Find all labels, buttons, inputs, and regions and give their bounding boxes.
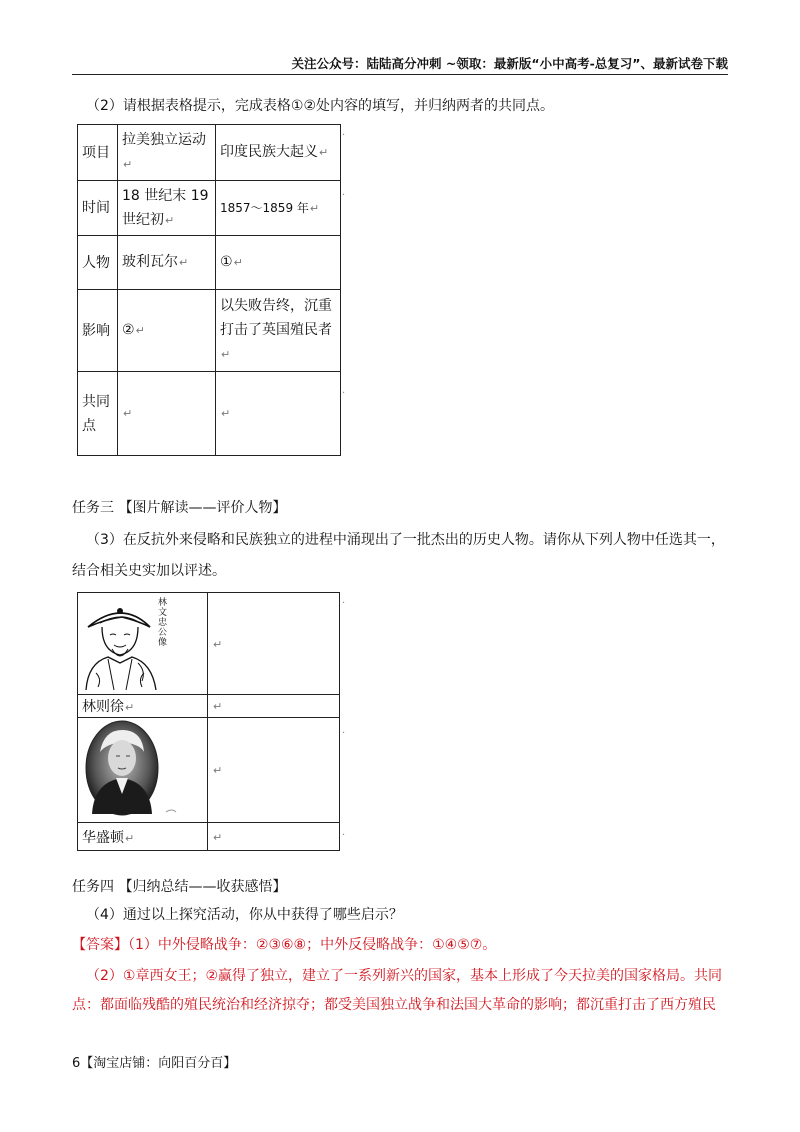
row-header-cell: 影响	[78, 290, 118, 372]
table-cell: 以失败告终，沉重打击了英国殖民者↵	[216, 290, 341, 372]
footer-text: 【淘宝店铺：向阳百分百】	[80, 1056, 237, 1071]
person-name: 林则徐	[82, 699, 124, 715]
portrait-inscription	[158, 596, 168, 648]
portrait-cell	[78, 593, 208, 695]
header-rule	[72, 74, 728, 75]
svg-text:像: 像	[158, 638, 168, 648]
table-cell: 印度民族大起义↵	[216, 125, 341, 181]
answer-cell: ↵	[208, 718, 340, 823]
person-name-cell: 华盛顿↵	[78, 823, 208, 851]
row-header-cell: 人物	[78, 236, 118, 290]
answer-cell: ↵	[208, 823, 340, 851]
table-cell: ①↵	[216, 236, 341, 290]
answer-cell: ↵	[208, 593, 340, 695]
person-name: 华盛顿	[82, 829, 124, 846]
question-3-prompt-line2: 结合相关史实加以评述。	[72, 563, 226, 579]
page-number: 6	[72, 1056, 81, 1071]
figures-table	[77, 592, 340, 851]
row-header-cell: 共同点	[78, 372, 118, 456]
svg-text:林: 林	[158, 598, 168, 608]
task-3-title: 任务三 【图片解读——评价人物】	[72, 500, 287, 516]
row-header-cell: 时间	[78, 181, 118, 236]
svg-text:文: 文	[158, 608, 168, 618]
table-cell: ↵	[118, 372, 216, 456]
table-row	[78, 823, 340, 851]
answer-line-1: 【答案】（1）中外侵略战争：②③⑥⑧；中外反侵略战争：①④⑤⑦。	[72, 937, 497, 953]
table-cell: ②↵	[118, 290, 216, 372]
svg-text:公: 公	[158, 628, 168, 638]
comparison-table	[77, 124, 341, 456]
question-4-prompt: （4）通过以上探究活动，你从中获得了哪些启示？	[86, 907, 403, 923]
table-row	[78, 718, 340, 823]
lin-zexu-portrait	[78, 593, 204, 690]
table-cell: 拉美独立运动↵	[118, 125, 216, 181]
answer-cell: ↵	[208, 695, 340, 718]
table-row	[78, 125, 341, 181]
table-cell: ↵	[216, 372, 341, 456]
answer-line-3: 点：都面临残酷的殖民统治和经济掠夺；都受美国独立战争和法国大革命的影响；都沉重打击了西方殖民	[72, 997, 716, 1013]
task-4-title: 任务四 【归纳总结——收获感悟】	[72, 879, 287, 895]
table-cell: 18 世纪末 19 世纪初↵	[118, 181, 216, 236]
table-row	[78, 181, 341, 236]
page-header: 关注公众号：陆陆高分冲刺 ~领取：最新版“小中高考-总复习”、最新试卷下载	[291, 56, 728, 71]
row-header-cell: 项目	[78, 125, 118, 181]
question-2-prompt: （2）请根据表格提示，完成表格①②处内容的填写，并归纳两者的共同点。	[86, 98, 555, 114]
table-row	[78, 593, 340, 695]
table-row	[78, 695, 340, 718]
table-row	[78, 372, 341, 456]
table-row	[78, 290, 341, 372]
portrait-cell	[78, 718, 208, 823]
person-name-cell: 林则徐↵	[78, 695, 208, 718]
table-cell: 玻利瓦尔↵	[118, 236, 216, 290]
table-row	[78, 236, 341, 290]
question-3-prompt-line1: （3）在反抗外来侵略和民族独立的进程中涌现出了一批杰出的历史人物。请你从下列人物中任选其一，	[86, 532, 725, 548]
page-footer	[72, 1052, 236, 1071]
table-cell: 1857～1859 年↵	[216, 181, 341, 236]
svg-text:忠: 忠	[158, 618, 168, 628]
washington-portrait	[78, 718, 204, 818]
answer-line-2: （2）①章西女王；②赢得了独立，建立了一系列新兴的国家，基本上形成了今天拉美的国家格局。共同	[86, 968, 723, 984]
